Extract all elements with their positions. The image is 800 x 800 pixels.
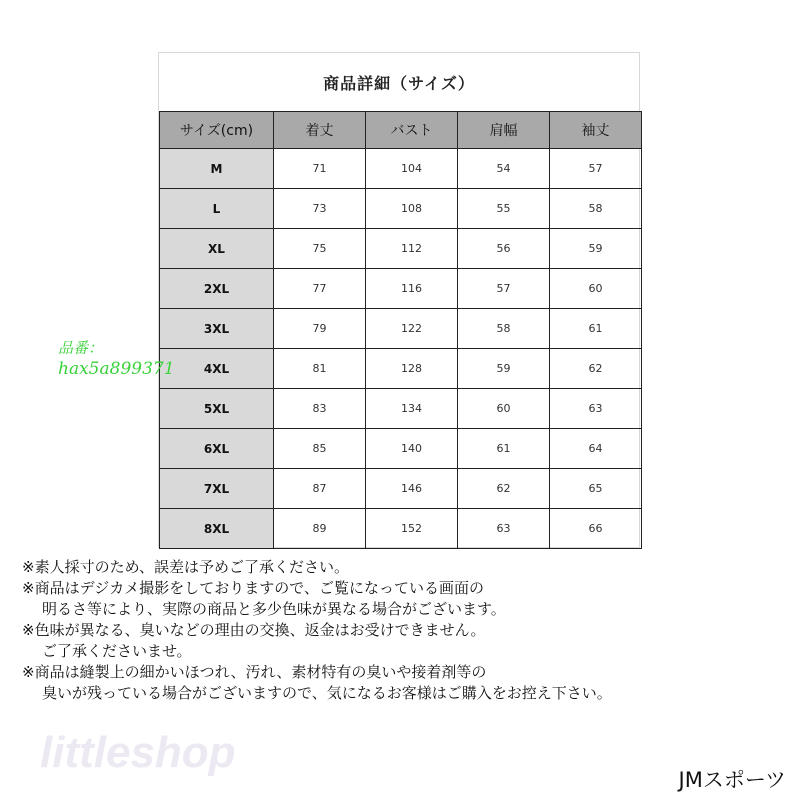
measurement-cell: 57 <box>458 269 550 309</box>
measurement-cell: 63 <box>458 509 550 549</box>
measurement-cell: 61 <box>458 429 550 469</box>
size-label-cell: 8XL <box>160 509 274 549</box>
measurement-cell: 108 <box>366 189 458 229</box>
measurement-cell: 58 <box>458 309 550 349</box>
shop-watermark: littleshop <box>40 728 236 777</box>
header-length: 着丈 <box>274 112 366 149</box>
size-table-row <box>160 149 642 189</box>
measurement-cell: 79 <box>274 309 366 349</box>
note-line-continued: 臭いが残っている場合がございますので、気になるお客様はご購入をお控え下さい。 <box>42 684 612 702</box>
measurement-cell: 81 <box>274 349 366 389</box>
size-table-row <box>160 349 642 389</box>
product-code-watermark <box>58 338 175 380</box>
measurement-cell: 61 <box>550 309 642 349</box>
measurement-cell: 116 <box>366 269 458 309</box>
note-item <box>22 620 792 662</box>
note-item <box>22 557 792 578</box>
measurement-cell: 62 <box>550 349 642 389</box>
measurement-cell: 59 <box>458 349 550 389</box>
size-table-header-row <box>160 112 642 149</box>
measurement-cell: 54 <box>458 149 550 189</box>
measurement-cell: 89 <box>274 509 366 549</box>
size-chart-card <box>158 52 640 548</box>
size-chart-title: 商品詳細（サイズ） <box>323 73 475 93</box>
note-line-continued: 明るさ等により、実際の商品と多少色味が異なる場合がございます。 <box>42 600 506 618</box>
measurement-cell: 104 <box>366 149 458 189</box>
size-label-cell: 7XL <box>160 469 274 509</box>
measurement-cell: 57 <box>550 149 642 189</box>
measurement-cell: 140 <box>366 429 458 469</box>
size-table-row <box>160 389 642 429</box>
size-table-row <box>160 269 642 309</box>
measurement-cell: 85 <box>274 429 366 469</box>
note-line: ※商品は縫製上の細かいほつれ、汚れ、素材特有の臭いや接着剤等の <box>22 663 487 681</box>
size-table-row <box>160 309 642 349</box>
size-label-cell: 4XL <box>160 349 274 389</box>
measurement-cell: 73 <box>274 189 366 229</box>
measurement-cell: 55 <box>458 189 550 229</box>
measurement-cell: 122 <box>366 309 458 349</box>
measurement-cell: 146 <box>366 469 458 509</box>
measurement-cell: 60 <box>458 389 550 429</box>
size-table-row <box>160 509 642 549</box>
measurement-cell: 60 <box>550 269 642 309</box>
measurement-cell: 83 <box>274 389 366 429</box>
measurement-cell: 66 <box>550 509 642 549</box>
size-table-row <box>160 469 642 509</box>
measurement-cell: 75 <box>274 229 366 269</box>
size-table-row <box>160 429 642 469</box>
note-item <box>22 578 792 620</box>
size-table-body <box>160 149 642 549</box>
size-table <box>159 111 642 549</box>
measurement-cell: 59 <box>550 229 642 269</box>
size-label-cell: 6XL <box>160 429 274 469</box>
note-item <box>22 662 792 704</box>
size-label-cell: XL <box>160 229 274 269</box>
header-shoulder: 肩幅 <box>458 112 550 149</box>
measurement-cell: 134 <box>366 389 458 429</box>
header-bust: バスト <box>366 112 458 149</box>
measurement-cell: 56 <box>458 229 550 269</box>
size-label-cell: 2XL <box>160 269 274 309</box>
product-code: hax5a899371 <box>58 359 175 379</box>
size-label-cell: L <box>160 189 274 229</box>
measurement-cell: 112 <box>366 229 458 269</box>
note-line: ※素人採寸のため、誤差は予めご了承ください。 <box>22 558 349 576</box>
measurement-cell: 77 <box>274 269 366 309</box>
note-line: ※色味が異なる、臭いなどの理由の交換、返金はお受けできません。 <box>22 621 486 639</box>
brand-name: JMスポーツ <box>678 768 786 792</box>
measurement-cell: 64 <box>550 429 642 469</box>
measurement-cell: 65 <box>550 469 642 509</box>
size-label-cell: M <box>160 149 274 189</box>
header-sleeve: 袖丈 <box>550 112 642 149</box>
measurement-cell: 58 <box>550 189 642 229</box>
measurement-cell: 63 <box>550 389 642 429</box>
measurement-cell: 71 <box>274 149 366 189</box>
notes-list <box>22 557 792 704</box>
size-table-row <box>160 189 642 229</box>
measurement-cell: 87 <box>274 469 366 509</box>
measurement-cell: 128 <box>366 349 458 389</box>
product-code-label: 品番： <box>58 339 104 357</box>
header-size: サイズ(cm) <box>160 112 274 149</box>
size-label-cell: 3XL <box>160 309 274 349</box>
size-table-row <box>160 229 642 269</box>
measurement-cell: 62 <box>458 469 550 509</box>
measurement-cell: 152 <box>366 509 458 549</box>
note-line: ※商品はデジカメ撮影をしておりますので、ご覧になっている画面の <box>22 579 484 597</box>
size-label-cell: 5XL <box>160 389 274 429</box>
note-line-continued: ご了承くださいませ。 <box>42 642 192 660</box>
